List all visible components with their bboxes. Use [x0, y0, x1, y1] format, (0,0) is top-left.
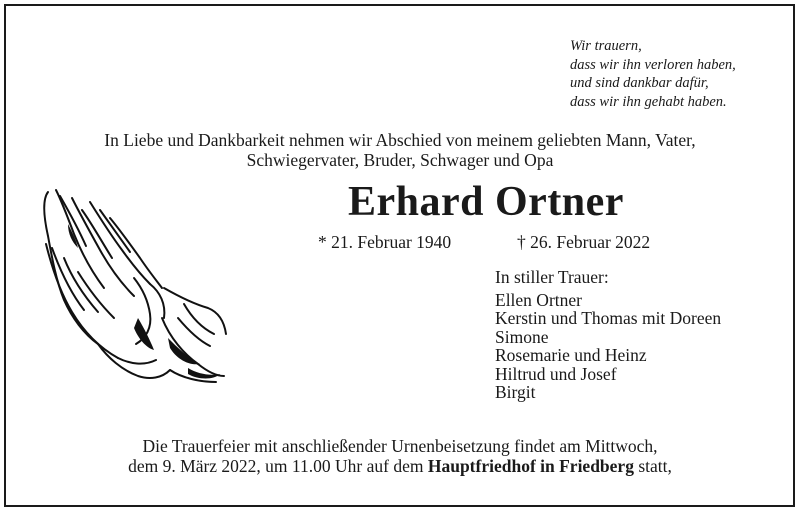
intro-text	[0, 130, 800, 170]
mourner-name: Simone	[495, 326, 549, 347]
funeral-location: Hauptfriedhof in Friedberg	[427, 456, 634, 476]
praying-hands-icon	[38, 188, 228, 384]
funeral-date-time: dem 9. März 2022, um 11.00 Uhr auf dem	[128, 456, 428, 476]
intro-line-1: In Liebe und Dankbarkeit nehmen wir Abschied von meinem geliebten Mann, Vater,	[104, 130, 696, 150]
mourner-name: Rosemarie und Heinz	[495, 345, 647, 365]
poem-line: dass wir ihn verloren haben,	[570, 56, 736, 73]
funeral-info-line-1: Die Trauerfeier mit anschließender Urnenbeisetzung findet am Mittwoch,	[142, 436, 658, 456]
funeral-info	[0, 436, 800, 476]
death-date: † 26. Februar 2022	[517, 232, 651, 252]
poem-line: dass wir ihn gehabt haben.	[570, 93, 727, 110]
mourner-name: Birgit	[495, 382, 536, 402]
birth-date: * 21. Februar 1940	[318, 232, 452, 252]
intro-line-2: Schwiegervater, Bruder, Schwager und Opa	[246, 150, 554, 170]
poem	[570, 37, 736, 111]
poem-line: Wir trauern,	[570, 38, 642, 54]
funeral-info-end: statt,	[633, 456, 672, 476]
mourners-heading: In stiller Trauer:	[495, 267, 609, 287]
mourner-name: Ellen Ortner	[495, 289, 582, 310]
mourner-name: Kerstin und Thomas mit Doreen	[495, 308, 722, 328]
mourners-list	[495, 268, 721, 402]
poem-line: und sind dankbar dafür,	[570, 75, 709, 91]
deceased-name: Erhard Ortner	[348, 179, 624, 225]
mourner-name: Hiltrud und Josef	[495, 363, 617, 384]
funeral-info-line-2	[0, 456, 800, 476]
